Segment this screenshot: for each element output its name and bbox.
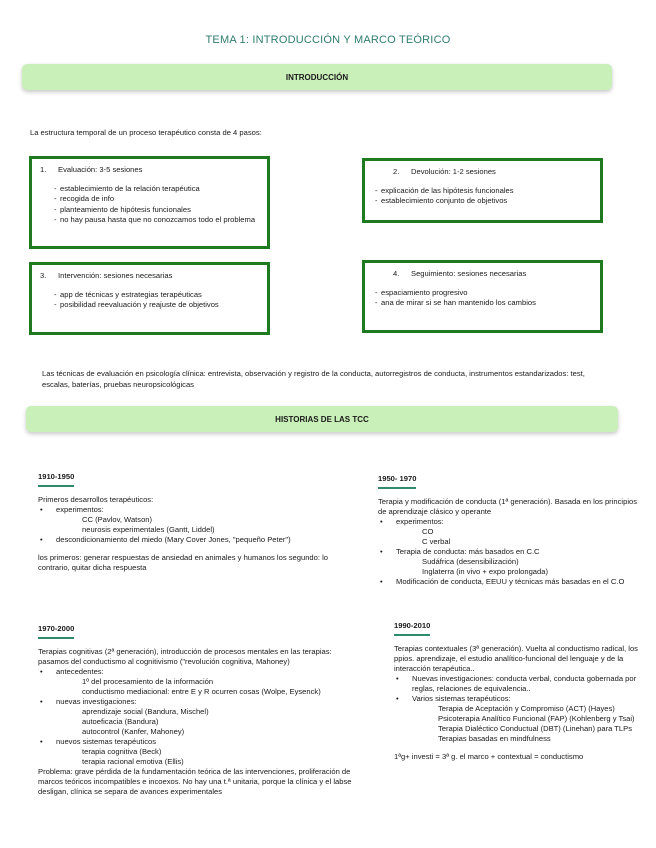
phase-heading [373, 269, 592, 280]
phase-card-evaluacion [29, 156, 270, 249]
period-intro: Terapias contextuales (3ª generación). Vuelta al conductismo radical, los ppios. aprendizaje, el estudio analítico-funcional del lenguaje y de la interacción terapéutica.. [394, 644, 638, 673]
period-year: 1950- 1970 [378, 474, 416, 489]
list-item: - espaciamiento progresivo [373, 288, 592, 299]
period-outro: los primeros: generar respuestas de ansiedad en animales y humanos los segundo: lo contrario, quitar dicha respuesta [38, 553, 328, 572]
phase-number: 2. [393, 167, 400, 176]
list-item: Psicoterapia Analítico Funcional (FAP) (Kohlenberg y Tsai) [438, 714, 635, 723]
list-item: aprendizaje social (Bandura, Mischel) [82, 707, 209, 716]
list-item: Terapia de Aceptación y Compromiso (ACT) (Hayes) [438, 704, 615, 713]
list-item: Inglaterra (in vivo + expo prolongada) [422, 567, 549, 576]
list-item: terapia cognitiva (Beck) [82, 747, 162, 756]
phase-heading [40, 271, 259, 282]
period-year: 1910-1950 [38, 472, 74, 487]
list-item: • Varios sistemas terapéuticos: [394, 694, 638, 704]
list-item: • descondicionamiento del miedo (Mary Cover Jones, "pequeño Peter") [38, 535, 338, 545]
phase-title: Devolución: 1-2 sesiones [411, 167, 496, 176]
period-year: 1990-2010 [394, 621, 430, 636]
list-item: autoeficacia (Bandura) [82, 717, 159, 726]
list-item: CO [422, 527, 434, 536]
period-intro: Terapia y modificación de conducta (1ª generación). Basada en los principios de aprendizaje clásico y operante [378, 497, 638, 516]
phase-number: 3. [40, 271, 47, 280]
list-item: - establecimiento de la relación terapéutica [40, 184, 259, 195]
list-item: C verbal [422, 537, 451, 546]
period-1950-1970 [378, 474, 640, 587]
list-item: conductismo mediacional: entre E y R ocurren cosas (Wolpe, Eysenck) [82, 687, 321, 696]
list-item: • Terapia de conducta: más basados en C.C [378, 547, 640, 557]
section-header-introduccion: INTRODUCCIÓN [22, 64, 612, 90]
list-item: • experimentos: [38, 505, 338, 515]
list-item: - no hay pausa hasta que no conozcamos todo el problema [40, 215, 259, 226]
period-outro: Problema: grave pérdida de la fundamentación teórica de las intervenciones, proliferación de marcos teóricos incompatibles e incoexos. No hay una t.ª unitaria, porque la clínica y el labse desligan, clínica se separa de avances experimentales [38, 767, 352, 796]
list-item: Terapias basadas en mindfulness [438, 734, 551, 743]
list-item: - establecimiento conjunto de objetivos [373, 196, 592, 207]
phase-number: 1. [40, 165, 47, 174]
phase-title: Intervención: sesiones necesarias [58, 271, 173, 280]
page-title: TEMA 1: INTRODUCCIÓN Y MARCO TEÓRICO [205, 34, 451, 46]
list-item: • Nuevas investigaciones: conducta verbal, conducta gobernada por reglas, relaciones de equivalencia.. [394, 674, 638, 694]
period-1910-1950 [38, 472, 338, 573]
list-item: CC (Pavlov, Watson) [82, 515, 153, 524]
list-item: - recogida de info [40, 194, 259, 205]
period-1970-2000 [38, 624, 360, 797]
list-item: • antecedentes: [38, 667, 360, 677]
list-item: - posibilidad reevaluación y reajuste de objetivos [40, 300, 259, 311]
phase-title: Evaluación: 3-5 sesiones [58, 165, 143, 174]
list-item: • experimentos: [378, 517, 640, 527]
list-item: neurosis experimentales (Gantt, Liddel) [82, 525, 215, 534]
list-item: 1º del procesamiento de la información [82, 677, 214, 686]
techniques-paragraph: Las técnicas de evaluación en psicología clínica: entrevista, observación y registro de la conducta, autorregistros de conducta, instrumentos estandarizados: test, escalas, baterías, pruebas neuropsicológicas [42, 369, 585, 389]
intro-paragraph: La estructura temporal de un proceso terapéutico consta de 4 pasos: [30, 128, 262, 137]
list-item: - explicación de las hipótesis funcionales [373, 186, 592, 197]
period-1990-2010 [394, 621, 638, 762]
period-intro: Primeros desarrollos terapéuticos: [38, 495, 154, 504]
list-item: • Modificación de conducta, EEUU y técnicas más basadas en el C.O [378, 577, 640, 587]
list-item: • nuevas investigaciones: [38, 697, 360, 707]
list-item: - planteamiento de hipótesis funcionales [40, 205, 259, 216]
list-item: Sudáfrica (desensibilización) [422, 557, 519, 566]
period-outro: 1ªg+ investi = 3ª g. el marco + contextual = conductismo [394, 752, 584, 761]
list-item: terapia racional emotiva (Ellis) [82, 757, 184, 766]
section-header-historias: HISTORIAS DE LAS TCC [26, 406, 618, 432]
period-year: 1970-2000 [38, 624, 74, 639]
phase-card-devolucion [362, 158, 603, 223]
list-item: • nuevos sistemas terapéuticos [38, 737, 360, 747]
period-intro: Terapias cognitivas (2ª generación), introducción de procesos mentales en las terapias: pasamos del conductismo al cognitivismo ("revolución cognitiva, Mahoney) [38, 647, 332, 666]
phase-card-intervencion [29, 262, 270, 335]
phase-card-seguimiento [362, 260, 603, 333]
list-item: Terapia Dialéctico Conductual (DBT) (Linehan) para TLPs [438, 724, 633, 733]
phase-number: 4. [393, 269, 400, 278]
list-item: - app de técnicas y estrategias terapéuticas [40, 290, 259, 301]
phase-title: Seguimiento: sesiones necesarias [411, 269, 527, 278]
phase-heading [40, 165, 259, 176]
list-item: - ana de mirar si se han mantenido los cambios [373, 298, 592, 309]
list-item: autocontrol (Kanfer, Mahoney) [82, 727, 185, 736]
phase-heading [373, 167, 592, 178]
